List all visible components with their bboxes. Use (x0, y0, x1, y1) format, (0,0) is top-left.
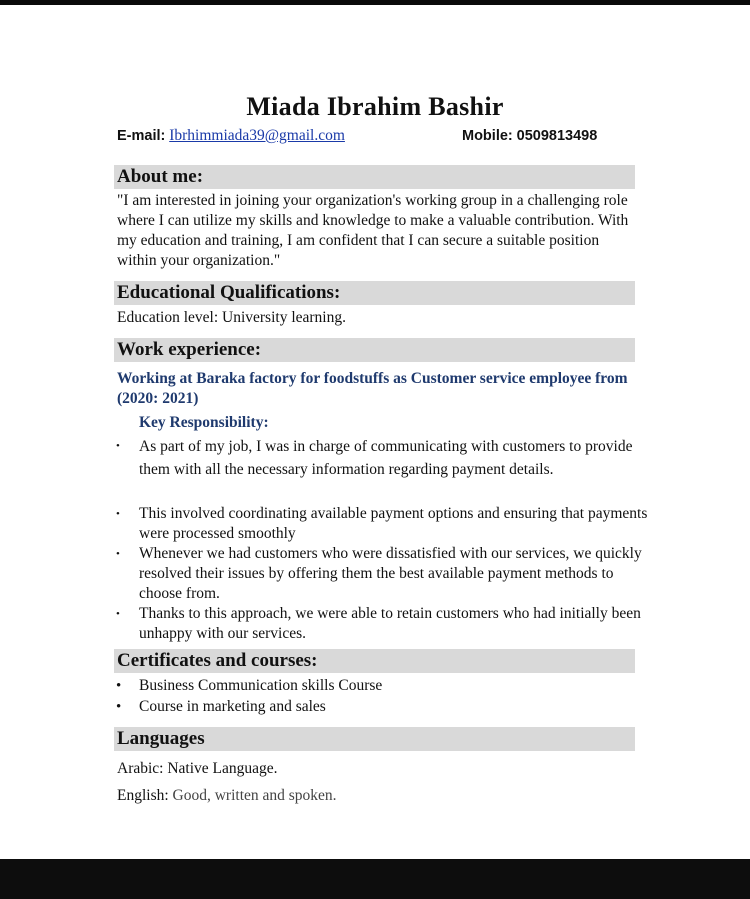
contact-line (117, 127, 617, 145)
list-item: • Business Communication skills Course (116, 677, 383, 694)
education-text: Education level: University learning. (117, 309, 346, 326)
english-label: English: (117, 787, 169, 804)
candidate-name: Miada Ibrahim Bashir (246, 92, 504, 121)
language-arabic: Arabic: Native Language. (117, 760, 278, 777)
certificates-heading: Certificates and courses: (114, 649, 635, 673)
bottom-bar (0, 859, 750, 899)
list-item: • Thanks to this approach, we were able to retain customers who had initially been unhappy with our services. (116, 605, 641, 642)
language-english (117, 787, 337, 805)
email-link[interactable]: Ibrhimmiada39@gmail.com (169, 127, 345, 144)
bullet-icon: • (116, 508, 120, 520)
about-heading: About me: (114, 165, 635, 189)
bullet-icon: • (116, 608, 120, 620)
list-item: • Course in marketing and sales (116, 698, 326, 715)
about-text: "I am interested in joining your organization's working group in a challenging role where I can utilize my skills and knowledge to make a valuable contribution. With my education and training, I am confident that I can secure a suitable position within your organization." (117, 192, 629, 269)
work-heading: Work experience: (114, 338, 635, 362)
education-heading: Educational Qualifications: (114, 281, 635, 305)
bullet-icon: • (116, 678, 122, 694)
mobile-label: Mobile: (462, 128, 513, 144)
mobile-number: 0509813498 (516, 128, 598, 144)
email-label: E-mail: (117, 128, 166, 144)
mobile-info (462, 127, 597, 145)
bullet-icon: • (116, 548, 120, 560)
languages-heading: Languages (114, 727, 635, 751)
bullet-icon: • (116, 440, 120, 452)
list-item: • This involved coordinating available payment options and ensuring that payments were processed smoothly (116, 505, 648, 542)
key-responsibility-heading: Key Responsibility: (139, 414, 269, 431)
job-title: Working at Baraka factory for foodstuffs as Customer service employee from (2020: 2021) (117, 370, 628, 407)
list-item: • Whenever we had customers who were dissatisfied with our services, we quickly resolved their issues by offering them the best available payment methods to choose from. (116, 545, 642, 602)
list-item: • As part of my job, I was in charge of communicating with customers to provide them with all the necessary information regarding payment details. (116, 435, 659, 481)
english-value: Good, written and spoken. (172, 787, 337, 804)
bullet-icon: • (116, 699, 122, 715)
